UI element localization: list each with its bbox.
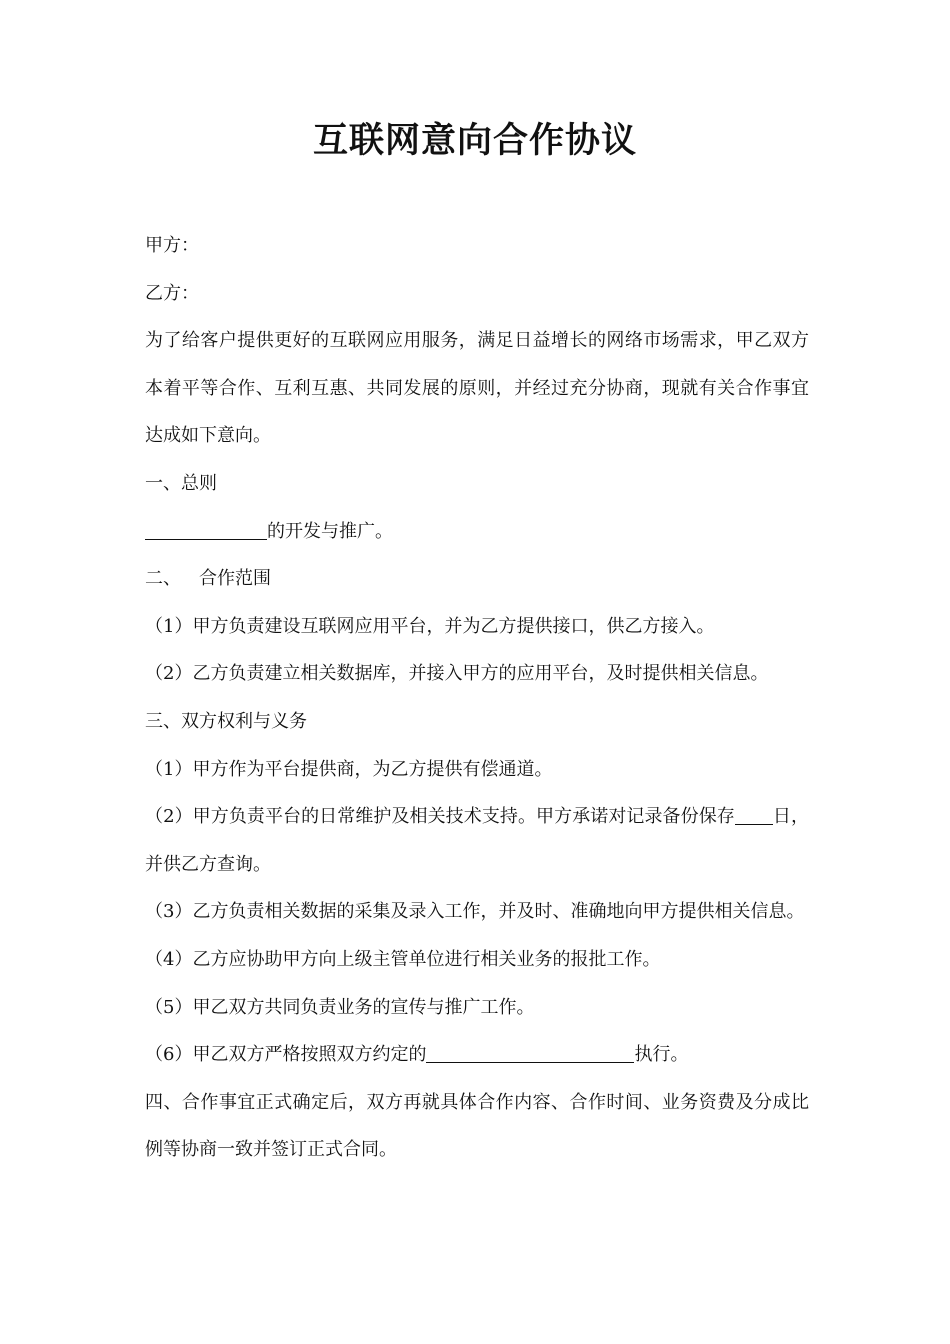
section3-item-2-text-after: 日，并供乙方查询。 (145, 806, 810, 875)
section3-item-6-text-before: （6）甲乙双方严格按照双方约定的 (145, 1044, 427, 1066)
fill-in-blank (735, 806, 773, 825)
document-title: 互联网意向合作协议 (312, 120, 637, 161)
section2-heading (145, 555, 809, 603)
document-body (145, 222, 809, 1174)
section1-line-text: 的开发与推广。 (267, 520, 393, 542)
section1-heading: 一、总则 (145, 472, 217, 494)
section3-item-4: （4）乙方应协助甲方向上级主管单位进行相关业务的报批工作。 (145, 948, 661, 970)
section1-line (145, 508, 809, 556)
section3-item-6-text-after: 执行。 (634, 1044, 689, 1066)
section2-heading-text: 合作范围 (199, 568, 271, 590)
section3-heading: 三、双方权利与义务 (145, 710, 307, 732)
section3-item-1: （1）甲方作为平台提供商，为乙方提供有偿通道。 (145, 758, 553, 780)
section3-item-3: （3）乙方负责相关数据的采集及录入工作，并及时、准确地向甲方提供相关信息。 (145, 901, 805, 923)
section3-item-2-text-before: （2）甲方负责平台的日常维护及相关技术支持。甲方承诺对记录备份保存 (145, 806, 735, 828)
section3-item-6 (145, 1031, 809, 1079)
fill-in-blank (145, 521, 267, 540)
intro-paragraph: 为了给客户提供更好的互联网应用服务，满足日益增长的网络市场需求，甲乙双方本着平等合作、互利互惠、共同发展的原则，并经过充分协商，现就有关合作事宜达成如下意向。 (145, 330, 809, 447)
party-a-line: 甲方： (145, 235, 199, 256)
section2-heading-number: 二、 (145, 568, 181, 590)
section4-paragraph: 四、合作事宜正式确定后，双方再就具体合作内容、合作时间、业务资费及分成比例等协商一致并签订正式合同。 (145, 1091, 809, 1161)
section3-item-2 (145, 793, 809, 888)
section3-item-5: （5）甲乙双方共同负责业务的宣传与推广工作。 (145, 996, 535, 1018)
section2-item-1: （1）甲方负责建设互联网应用平台，并为乙方提供接口，供乙方接入。 (145, 615, 715, 637)
party-b-line: 乙方： (145, 282, 199, 304)
section2-item-2: （2）乙方负责建立相关数据库，并接入甲方的应用平台，及时提供相关信息。 (145, 663, 769, 685)
fill-in-blank (426, 1044, 634, 1063)
